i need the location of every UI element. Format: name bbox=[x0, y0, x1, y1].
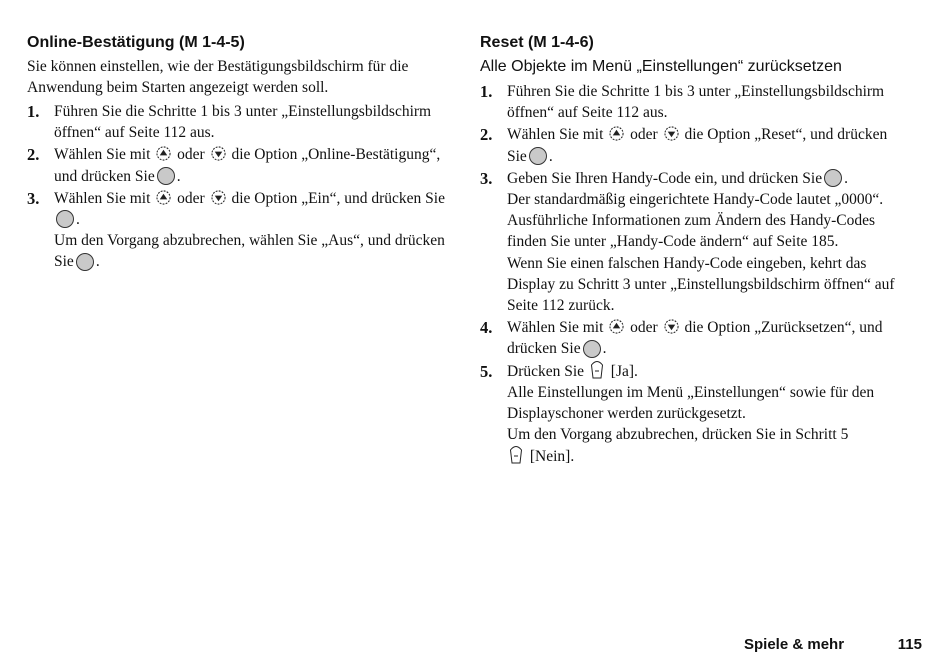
step-text bbox=[507, 81, 900, 123]
step-text-part: Drücken Sie bbox=[507, 362, 585, 380]
step-item bbox=[27, 188, 445, 273]
center-key-icon bbox=[76, 253, 94, 271]
step-text-part: Um den Vorgang abzubrechen, wählen Sie „Aus“, und drücken Sie bbox=[54, 232, 445, 271]
step-text bbox=[507, 361, 900, 467]
step-item bbox=[480, 317, 900, 359]
step-text-part: Alle Einstellungen im Menü „Einstellungen“ sowie für den Displayschoner werden zurückgesetzt. bbox=[507, 384, 875, 423]
step-number: 1. bbox=[27, 102, 40, 121]
nav-down-key-icon bbox=[664, 319, 679, 334]
step-number: 4. bbox=[480, 318, 493, 338]
step-item bbox=[480, 168, 900, 316]
step-text-part: . bbox=[176, 167, 181, 185]
section-intro: Sie können einstellen, wie der Bestätigungsbildschirm für die Anwendung beim Starten angezeigt werden soll. bbox=[27, 58, 409, 96]
step-text-part: die Option „Zurücksetzen“, und drücken Sie bbox=[507, 319, 883, 358]
step-text-part: . bbox=[602, 340, 607, 358]
step-item bbox=[27, 144, 445, 186]
step-text bbox=[54, 144, 445, 186]
step-text-part: Führen Sie die Schritte 1 bis 3 unter „Einstellungsbildschirm öffnen“ auf Seite 112 aus. bbox=[54, 103, 432, 142]
nav-up-key-icon bbox=[156, 190, 171, 205]
left-softkey-icon bbox=[590, 359, 604, 379]
step-number: 5. bbox=[480, 361, 493, 381]
step-text-part: Geben Sie Ihren Handy-Code ein, und drücken Sie bbox=[507, 169, 823, 187]
step-text-part: die Option „Ein“, und drücken Sie bbox=[231, 189, 445, 207]
step-number: 2. bbox=[27, 145, 40, 165]
step-text-part: die Option „Reset“, und drücken Sie bbox=[507, 126, 888, 165]
step-text-part: oder bbox=[630, 319, 658, 337]
footer-section-title: Spiele & mehr bbox=[744, 636, 845, 653]
step-text-part: . bbox=[76, 211, 80, 229]
step-text-part: die Option „Online-Bestätigung“, und drücken Sie bbox=[54, 146, 441, 185]
nav-up-key-icon bbox=[156, 146, 171, 161]
nav-down-key-icon bbox=[211, 190, 226, 205]
step-text-part: . bbox=[844, 169, 848, 187]
step-text bbox=[507, 168, 900, 316]
step-number: 3. bbox=[27, 188, 40, 208]
step-text-part: oder bbox=[177, 189, 205, 207]
step-text-part: . bbox=[548, 147, 553, 165]
section-title-reset: Reset (M 1-4-6) bbox=[480, 34, 594, 51]
step-text bbox=[507, 317, 900, 359]
step-text-part: Um den Vorgang abzubrechen, drücken Sie in Schritt 5 bbox=[507, 426, 849, 444]
nav-up-key-icon bbox=[609, 319, 624, 334]
left-column bbox=[27, 33, 445, 274]
step-number: 3. bbox=[480, 168, 493, 188]
step-item bbox=[480, 81, 900, 123]
step-text-part: Wählen Sie mit bbox=[54, 146, 151, 164]
step-number: 2. bbox=[480, 125, 493, 145]
page-number: 115 bbox=[897, 636, 922, 653]
step-text-part: Wählen Sie mit bbox=[507, 319, 604, 337]
step-text-part: Wählen Sie mit bbox=[507, 126, 604, 144]
center-key-icon bbox=[583, 340, 601, 358]
left-softkey-icon bbox=[509, 444, 523, 464]
step-text-part: . bbox=[95, 253, 100, 271]
step-item bbox=[480, 124, 900, 166]
right-column bbox=[480, 33, 900, 468]
nav-down-key-icon bbox=[664, 126, 679, 141]
step-item bbox=[480, 361, 900, 467]
step-text-part: Wählen Sie mit bbox=[54, 189, 151, 207]
step-number: 1. bbox=[480, 82, 493, 101]
step-text-part: oder bbox=[177, 146, 205, 164]
step-text-part: Wenn Sie einen falschen Handy-Code eingeben, kehrt das Display zu Schritt 3 unter „Einstellungsbildschirm öffnen“ auf Seite 112 zurück. bbox=[507, 254, 895, 315]
step-text bbox=[507, 124, 900, 166]
step-text bbox=[54, 188, 445, 273]
center-key-icon bbox=[529, 147, 547, 165]
center-key-icon bbox=[56, 210, 74, 228]
nav-down-key-icon bbox=[211, 146, 226, 161]
center-key-icon bbox=[157, 167, 175, 185]
step-text bbox=[54, 101, 445, 143]
step-text-part: [Nein]. bbox=[529, 447, 575, 465]
step-text-part: [Ja]. bbox=[610, 362, 638, 380]
section-title-online-bestaetigung: Online-Bestätigung (M 1-4-5) bbox=[27, 34, 245, 51]
center-key-icon bbox=[824, 169, 842, 187]
section-subtitle: Alle Objekte im Menü „Einstellungen“ zurücksetzen bbox=[480, 58, 842, 75]
step-text-part: Der standardmäßig eingerichtete Handy-Code lautet „0000“. Ausführliche Informationen zum Ändern des Handy-Codes finden Sie unter „Handy-Code ändern“ auf Seite 185. bbox=[507, 191, 884, 251]
step-item bbox=[27, 101, 445, 143]
step-text-part: oder bbox=[630, 126, 658, 144]
step-text-part: Führen Sie die Schritte 1 bis 3 unter „Einstellungsbildschirm öffnen“ auf Seite 112 aus. bbox=[507, 83, 885, 122]
nav-up-key-icon bbox=[609, 126, 624, 141]
